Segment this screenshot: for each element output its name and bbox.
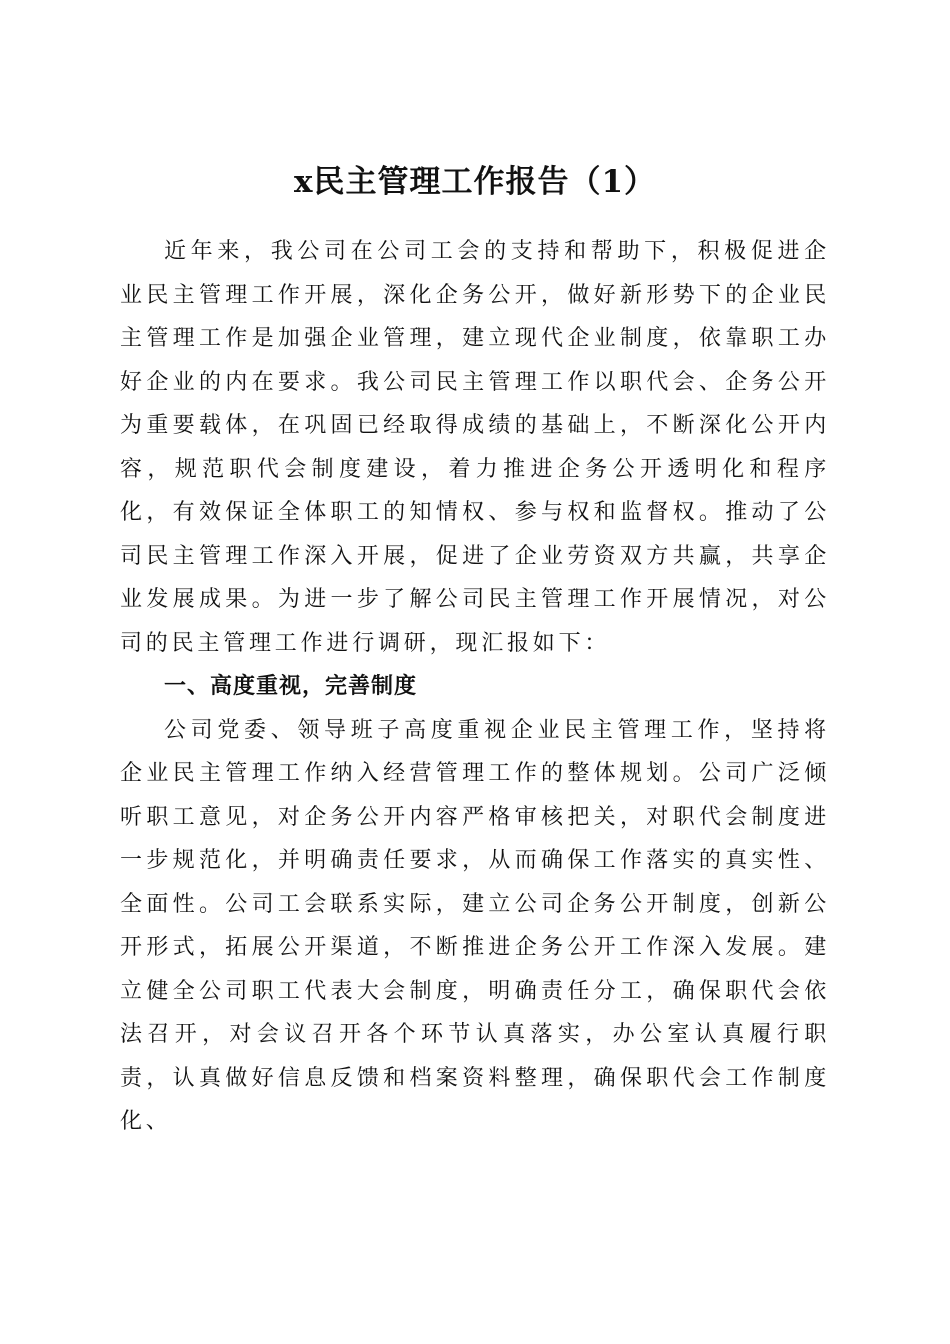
section-heading-1: 一、高度重视，完善制度 [164, 674, 418, 699]
document-body [120, 230, 830, 1144]
body-paragraph-intro: 近年来，我公司在公司工会的支持和帮助下，积极促进企业民主管理工作开展，深化企务公开，做好新形势下的企业民主管理工作是加强企业管理，建立现代企业制度，依靠职工办好企业的内在要求。我公司民主管理工作以职代会、企务公开为重要载体，在巩固已经取得成绩的基础上，不断深化公开内容，规范职代会制度建设，着力推进企务公开透明化和程序化，有效保证全体职工的知情权、参与权和监督权。推动了公司民主管理工作深入开展，促进了企业劳资双方共赢，共享企业发展成果。为进一步了解公司民主管理工作开展情况，对公司的民主管理工作进行调研，现汇报如下： [120, 239, 830, 656]
document-title: x民主管理工作报告（1） [293, 163, 657, 200]
body-paragraph-section-1: 公司党委、领导班子高度重视企业民主管理工作，坚持将企业民主管理工作纳入经营管理工作的整体规划。公司广泛倾听职工意见，对企务公开内容严格审核把关，对职代会制度进一步规范化，并明确责任要求，从而确保工作落实的真实性、全面性。公司工会联系实际，建立公司企务公开制度，创新公开形式，拓展公开渠道，不断推进企务公开工作深入发展。建立健全公司职工代表大会制度，明确责任分工，确保职代会依法召开，对会议召开各个环节认真落实，办公室认真履行职责，认真做好信息反馈和档案资料整理，确保职代会工作制度化、 [120, 717, 830, 1134]
